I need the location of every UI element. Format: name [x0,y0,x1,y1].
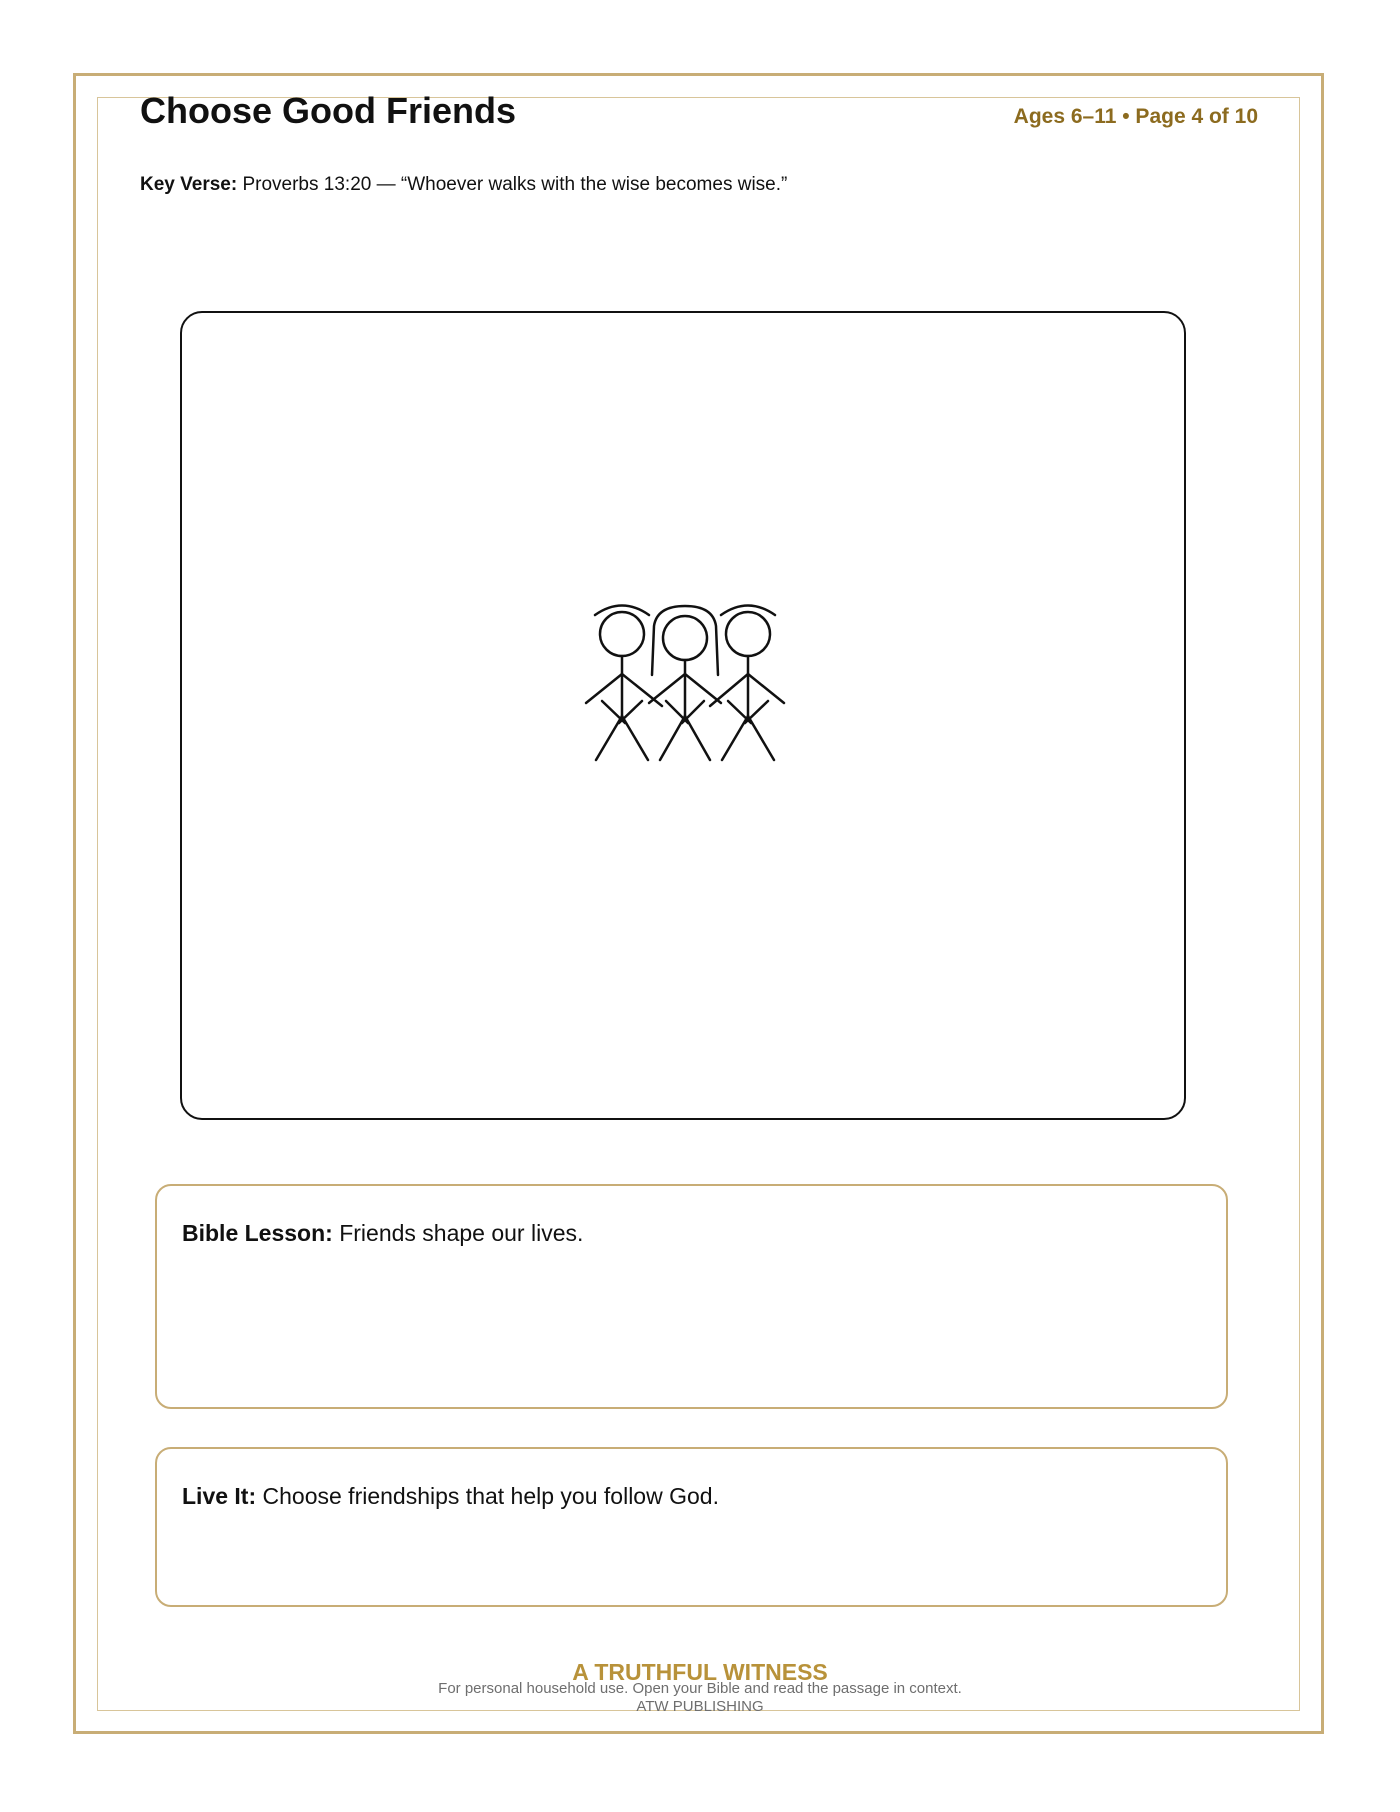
bible-lesson-text: Friends shape our lives. [339,1220,584,1246]
left-friend-figure [586,606,662,761]
footer-publisher: ATW PUBLISHING [636,1698,764,1715]
live-it-label: Live It: [182,1483,257,1509]
right-friend-figure [710,606,784,761]
age-page-indicator: Ages 6–11 • Page 4 of 10 [1013,105,1258,128]
illustration-box [180,311,1186,1120]
page-title: Choose Good Friends [140,90,517,131]
bible-lesson-card [155,1184,1228,1409]
footer-disclaimer: For personal household use. Open your Bible and read the passage in context. [438,1680,962,1697]
footer-brand: A TRUTHFUL WITNESS [572,1659,828,1685]
key-verse-text: Proverbs 13:20 — “Whoever walks with the wise becomes wise.” [242,174,788,195]
live-it-card [155,1447,1228,1607]
live-it-text: Choose friendships that help you follow God. [262,1483,719,1509]
three-friends-stick-figures-icon [182,313,1188,1122]
bible-lesson-label: Bible Lesson: [182,1220,333,1246]
key-verse-label: Key Verse: [140,174,238,195]
middle-friend-figure [649,606,721,760]
key-verse [140,173,787,197]
